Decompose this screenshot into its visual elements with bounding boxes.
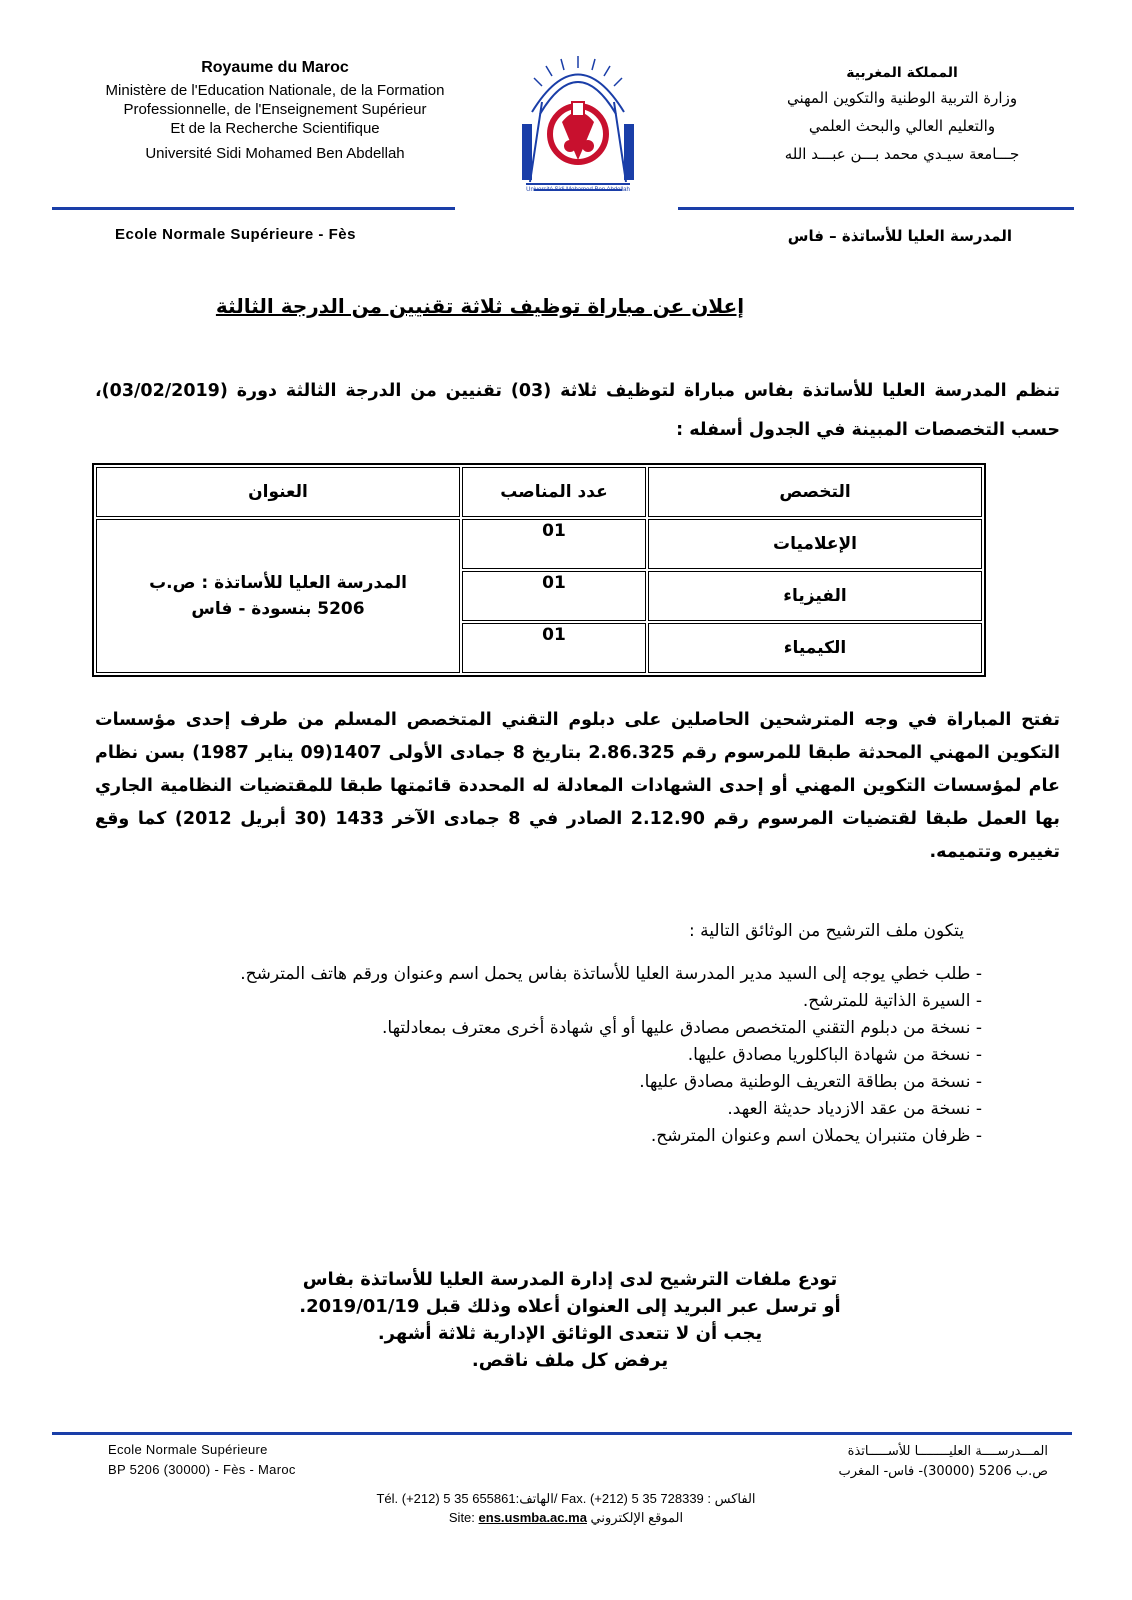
ministry-ar-line2: والتعليم العالي والبحث العلمي — [808, 117, 996, 135]
footer-right — [788, 1442, 1048, 1482]
footer-rule — [52, 1432, 1072, 1435]
header-address: العنوان — [96, 467, 460, 517]
intro-paragraph: تنظم المدرسة العليا للأساتذة بفاس مباراة لتوظيف ثلاثة (03) تقنيين من الدرجة الثالثة دورة (03/02/2019)، حسب التخصصات المبينة في الجدول أسفله : — [95, 381, 1060, 440]
specialty-cell: الكيمياء — [648, 623, 982, 673]
deposit-line1: تودع ملفات الترشيح لدى إدارة المدرسة العليا للأساتذة بفاس — [302, 1269, 838, 1290]
list-item: - نسخة من شهادة الباكلوريا مصادق عليها. — [687, 1045, 982, 1065]
kingdom-ar: المملكة المغربية — [846, 65, 958, 81]
deposit-line4: يرفض كل ملف ناقص. — [471, 1350, 669, 1371]
documents-list — [152, 961, 982, 1150]
list-item: - طلب خطي يوجه إلى السيد مدير المدرسة العليا للأساتذة بفاس يحمل اسم وعنوان ورقم هاتف المترشح. — [240, 964, 982, 984]
positions-table — [92, 463, 986, 677]
documents-section — [152, 918, 982, 1150]
ministry-ar-line1: وزارة التربية الوطنية والتكوين المهني — [786, 89, 1018, 107]
header-specialty: التخصص — [648, 467, 982, 517]
list-item: - نسخة من عقد الازدياد حديثة العهد. — [727, 1099, 982, 1119]
school-name-fr: Ecole Normale Supérieure - Fès — [115, 226, 356, 243]
page-title: إعلان عن مباراة توظيف ثلاثة تقنيين من الدرجة الثالثة — [215, 294, 745, 318]
footer-address-ar: ص.ب 5206 (30000)- فاس- المغرب — [838, 1464, 1048, 1479]
address-cell: المدرسة العليا للأساتذة : ص.ب 5206 بنسودة - فاس — [96, 519, 460, 673]
ministry-fr-line1: Ministère de l'Education Nationale, de la Formation — [105, 82, 445, 99]
positions-cell: 01 — [462, 519, 646, 569]
positions-cell: 01 — [462, 623, 646, 673]
specialty-cell: الإعلاميات — [648, 519, 982, 569]
kingdom-fr: Royaume du Maroc — [201, 59, 349, 76]
footer-left — [108, 1440, 296, 1480]
list-item: - نسخة من بطاقة التعريف الوطنية مصادق عليها. — [639, 1072, 982, 1092]
deposit-line3: يجب أن لا تتعدى الوثائق الإدارية ثلاثة أشهر. — [377, 1323, 763, 1344]
positions-cell: 01 — [462, 571, 646, 621]
ministry-fr-line3: Et de la Recherche Scientifique — [170, 120, 380, 137]
header-positions: عدد المناصب — [462, 467, 646, 517]
site-label-ar: الموقع الإلكتروني — [590, 1510, 684, 1525]
university-logo — [512, 42, 644, 210]
list-item: - السيرة الذاتية للمترشح. — [802, 991, 982, 1011]
footer-school-fr: Ecole Normale Supérieure — [108, 1442, 268, 1457]
list-item: - نسخة من دبلوم التقني المتخصص مصادق عليها أو أي شهادة أخرى معترف بمعادلتها. — [382, 1018, 982, 1038]
ministry-fr-line2: Professionnelle, de l'Enseignement Supérieur — [123, 101, 427, 118]
website-link[interactable]: ens.usmba.ac.ma — [478, 1510, 587, 1525]
footer-school-ar: المـــدرســــة العليــــــــا للأســـــاتذة — [847, 1444, 1048, 1459]
table-row — [96, 519, 982, 569]
table-header-row — [96, 467, 982, 517]
conditions-paragraph: تفتح المباراة في وجه المترشحين الحاصلين على دبلوم التقني المتخصص المسلم من طرف إحدى مؤسسات التكوين المهني المحدثة طبقا للمرسوم رقم 2.86.325 بتاريخ 8 جمادى الأولى 1407(09 يناير 1987) بسن نظام عام لمؤسسات التكوين المهني أو إحدى الشهادات المعادلة له المحددة قائمتها طبقا للمقتضيات النظامية الجاري بها العمل طبقا لقتضيات المرسوم رقم 2.12.90 الصادر في 8 جمادى الآخر 1433 (30 أبريل 2012) كما وقع تغييره وتتميمه. — [95, 710, 1061, 862]
school-name-ar: المدرسة العليا للأساتذة – فاس — [787, 227, 1012, 245]
university-fr: Université Sidi Mohamed Ben Abdellah — [145, 145, 405, 162]
footer-address-fr: BP 5206 (30000) - Fès - Maroc — [108, 1462, 296, 1477]
specialty-cell: الفيزياء — [648, 571, 982, 621]
header-left — [60, 58, 490, 163]
header-rule-right — [678, 207, 1074, 210]
university-ar: جـــامعة سيـدي محمد بـــن عبـــد الله — [784, 145, 1020, 163]
footer-site — [0, 1510, 1132, 1526]
footer-contact: Tél. (+212) 5 35 655861:الهاتف/ Fax. (+212) 5 35 728339 : الفاكس — [376, 1491, 756, 1506]
logo-caption: Université Sidi Mohamed Ben Abdellah — [526, 187, 630, 193]
site-label: Site: — [448, 1510, 475, 1525]
deposit-line2: أو ترسل عبر البريد إلى العنوان أعلاه وذلك قبل 2019/01/19. — [299, 1296, 841, 1317]
deposit-notice — [250, 1266, 890, 1374]
documents-lead: يتكون ملف الترشيح من الوثائق التالية : — [689, 921, 964, 941]
header-rule-left — [52, 207, 455, 210]
header-right — [752, 62, 1052, 168]
list-item: - ظرفان متنبران يحملان اسم وعنوان المترشح. — [650, 1126, 982, 1146]
